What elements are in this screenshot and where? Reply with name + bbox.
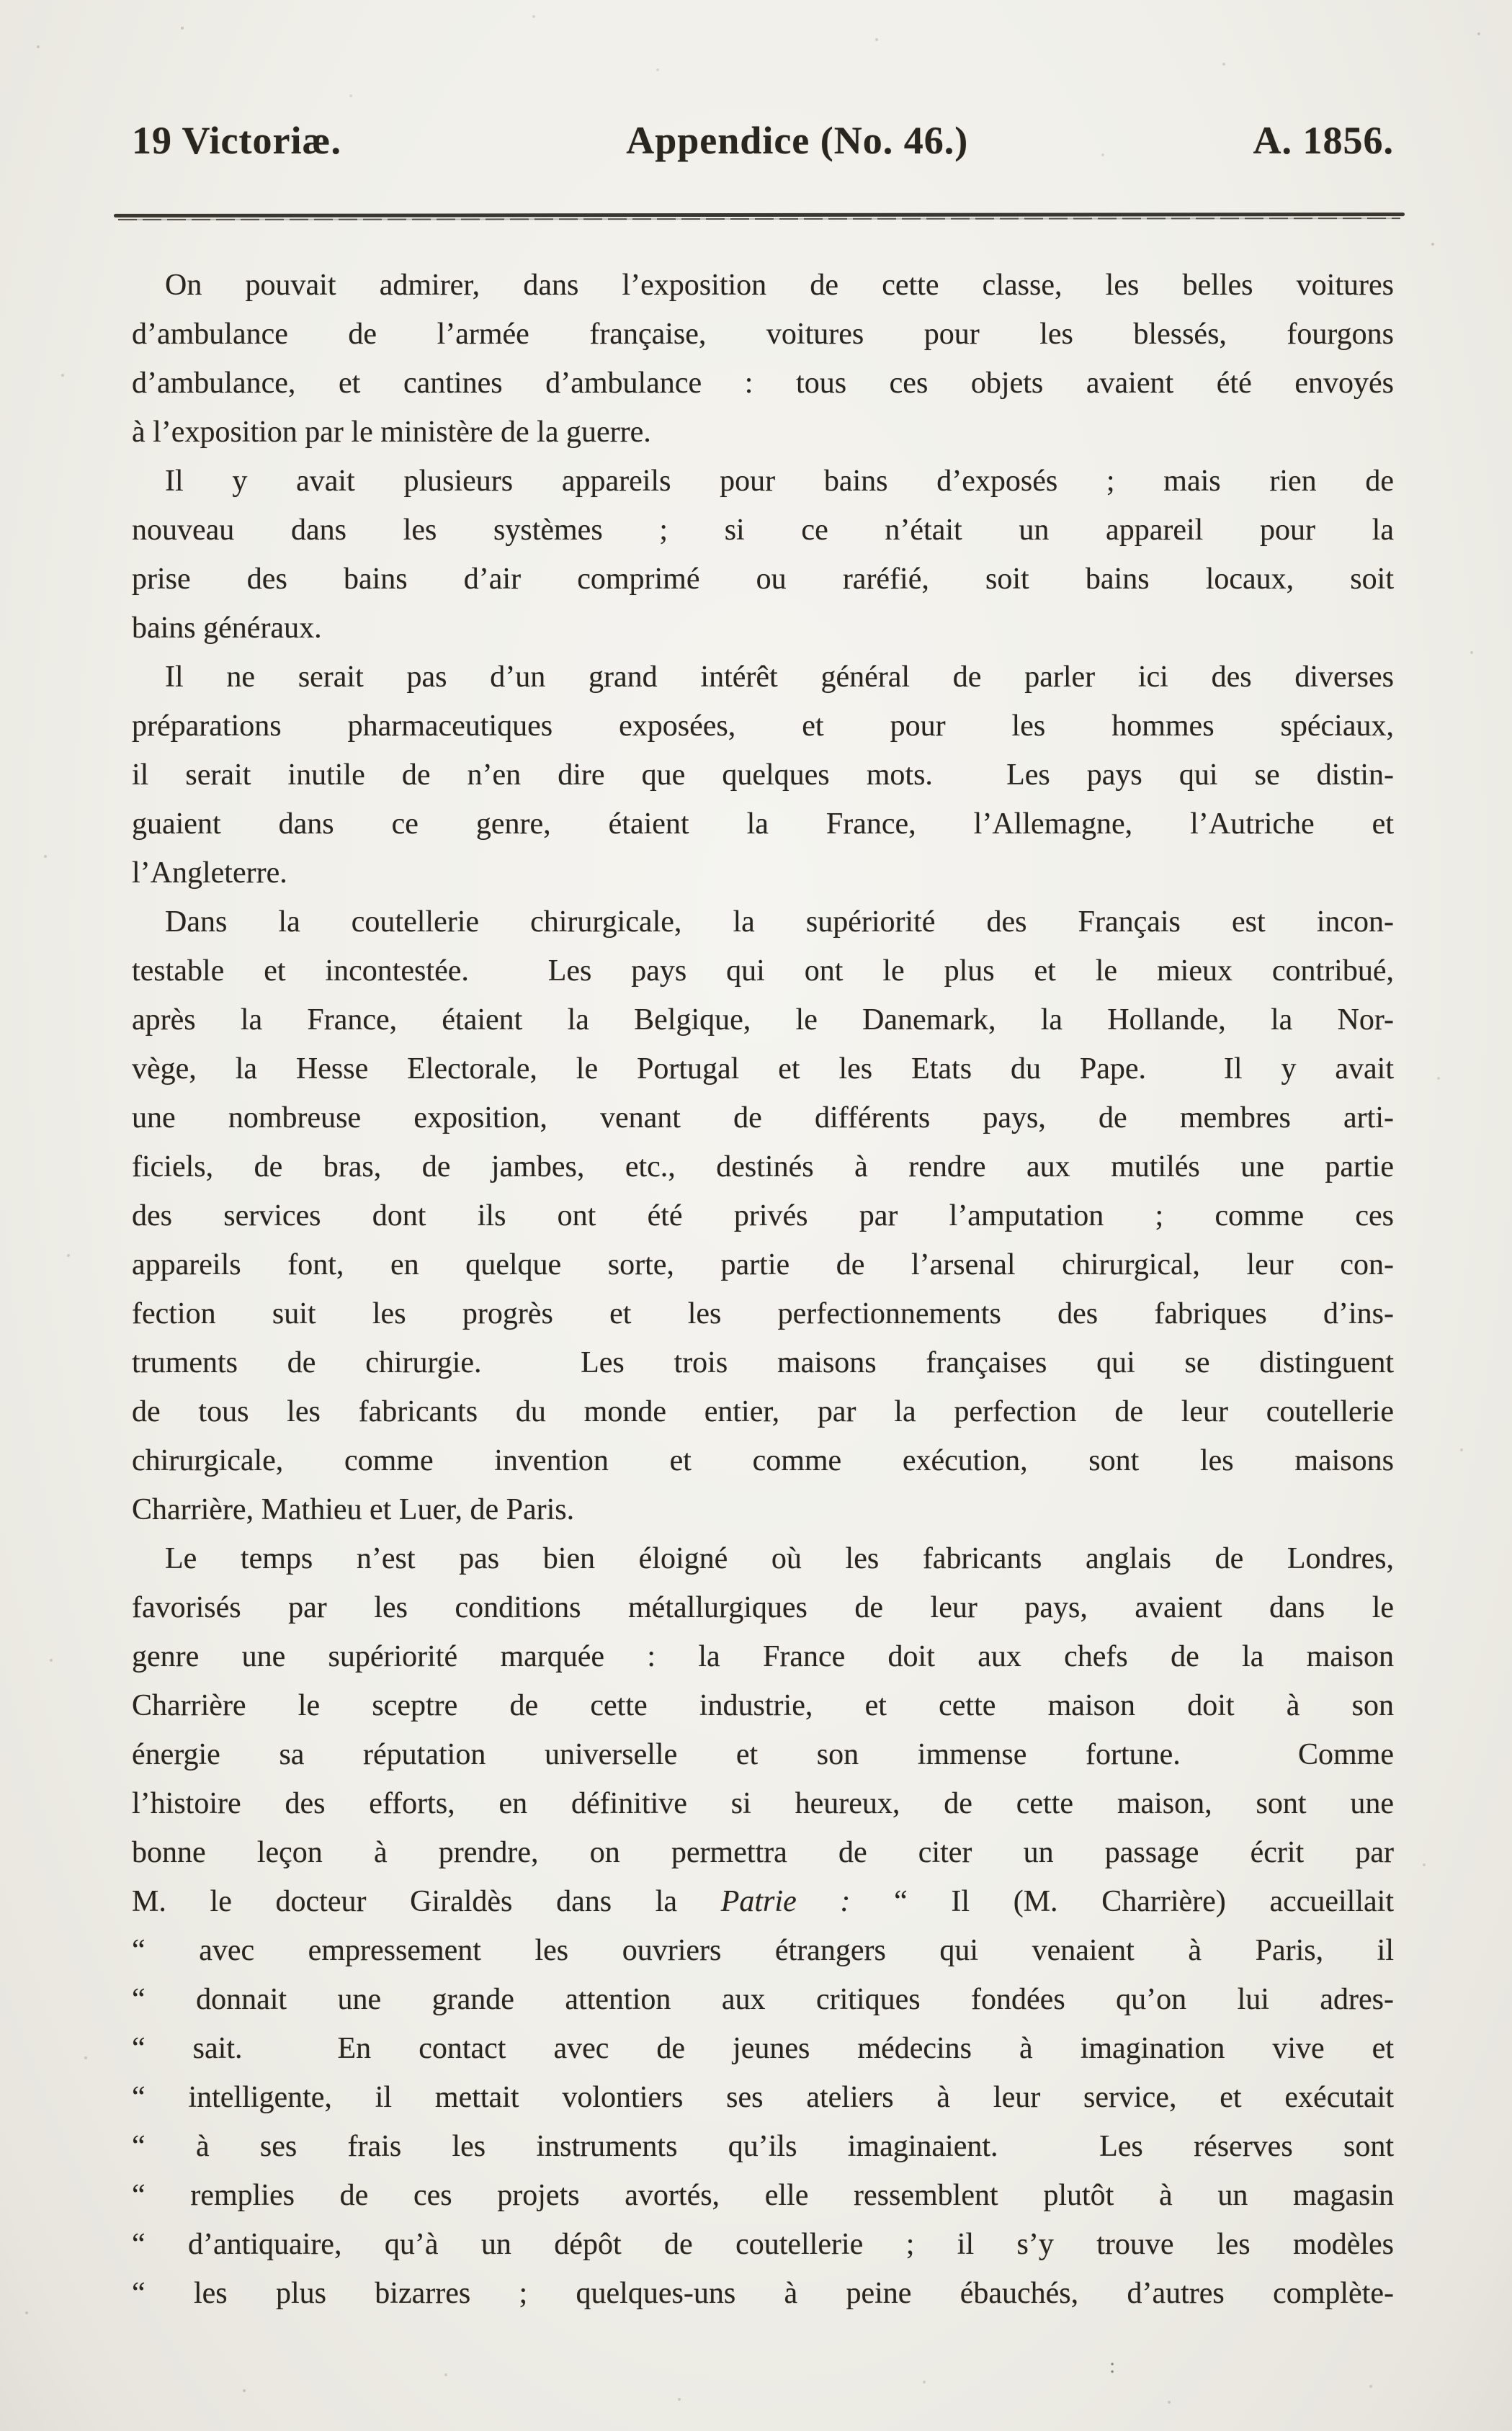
text-line bbox=[132, 1583, 1394, 1632]
text-run: Il ne serait pas d’un grand intérêt général de parler ici des diverses bbox=[165, 661, 1394, 694]
paragraph bbox=[132, 457, 1394, 653]
text-line bbox=[132, 1534, 1394, 1583]
text-run: “ sait. En contact avec de jeunes médecins à imagination vive et bbox=[132, 2032, 1394, 2065]
text-line bbox=[132, 1828, 1394, 1877]
text-run: de tous les fabricants du monde entier, par la perfection de leur coutellerie bbox=[132, 1395, 1394, 1428]
text-run: Charrière le sceptre de cette industrie, et cette maison doit à son bbox=[132, 1689, 1394, 1722]
text-line bbox=[132, 1387, 1394, 1436]
text-run: Le temps n’est pas bien éloigné où les fabricants anglais de Londres, bbox=[165, 1542, 1394, 1575]
text-line bbox=[132, 310, 1394, 359]
text-line bbox=[132, 1044, 1394, 1093]
text-line bbox=[132, 457, 1394, 506]
text-run: genre une supériorité marquée : la France doit aux chefs de la maison bbox=[132, 1640, 1394, 1673]
text-line bbox=[132, 849, 1394, 897]
italic-text-run: Patrie : bbox=[720, 1885, 851, 1918]
text-run: truments de chirurgie. Les trois maisons françaises qui se distinguent bbox=[132, 1346, 1394, 1379]
text-run: Il y avait plusieurs appareils pour bains d’exposés ; mais rien de bbox=[165, 465, 1394, 498]
text-line bbox=[132, 702, 1394, 751]
text-run: des services dont ils ont été privés par l’amputation ; comme ces bbox=[132, 1199, 1394, 1232]
text-line bbox=[132, 2269, 1394, 2318]
text-run: d’ambulance de l’armée française, voitures pour les blessés, fourgons bbox=[132, 318, 1394, 351]
text-line bbox=[132, 506, 1394, 555]
text-line bbox=[132, 751, 1394, 800]
text-line bbox=[132, 1338, 1394, 1387]
text-run: testable et incontestée. Les pays qui ont le plus et le mieux contribué, bbox=[132, 954, 1394, 988]
text-line bbox=[132, 653, 1394, 702]
text-line bbox=[132, 555, 1394, 604]
text-line bbox=[132, 1485, 1394, 1534]
text-line bbox=[132, 408, 1394, 457]
text-line bbox=[132, 1877, 1394, 1926]
text-run: après la France, étaient la Belgique, le Danemark, la Hollande, la Nor- bbox=[132, 1003, 1394, 1037]
paragraph bbox=[132, 897, 1394, 1534]
stray-ink-mark: : bbox=[1109, 2354, 1119, 2378]
text-run: “ Il (M. Charrière) accueillait bbox=[850, 1885, 1395, 1918]
text-run: une nombreuse exposition, venant de différents pays, de membres arti- bbox=[132, 1101, 1394, 1134]
text-run: M. le docteur Giraldès dans la bbox=[132, 1885, 721, 1918]
text-run: d’ambulance, et cantines d’ambulance : tous ces objets avaient été envoyés bbox=[132, 367, 1394, 400]
text-line bbox=[132, 1191, 1394, 1240]
text-run: bains généraux. bbox=[132, 612, 322, 645]
header-year: A. 1856. bbox=[1253, 119, 1394, 162]
paragraph bbox=[132, 261, 1394, 457]
text-line bbox=[132, 261, 1394, 310]
page-header bbox=[132, 118, 1394, 163]
text-line bbox=[132, 1240, 1394, 1289]
text-run: nouveau dans les systèmes ; si ce n’était un appareil pour la bbox=[132, 514, 1394, 547]
text-run: bonne leçon à prendre, on permettra de citer un passage écrit par bbox=[132, 1836, 1394, 1869]
text-run: On pouvait admirer, dans l’exposition de cette classe, les belles voitures bbox=[165, 269, 1394, 302]
text-run: Charrière, Mathieu et Luer, de Paris. bbox=[132, 1493, 575, 1526]
text-run: à l’exposition par le ministère de la guerre. bbox=[132, 416, 651, 449]
text-run: “ les plus bizarres ; quelques-uns à peine ébauchés, d’autres complète- bbox=[132, 2277, 1394, 2310]
header-title: Appendice (No. 46.) bbox=[626, 119, 969, 162]
text-run: prise des bains d’air comprimé ou raréfié, soit bains locaux, soit bbox=[132, 563, 1394, 596]
text-run: “ remplies de ces projets avortés, elle ressemblent plutôt à un magasin bbox=[132, 2179, 1394, 2212]
body-text bbox=[132, 261, 1394, 2318]
text-line bbox=[132, 1632, 1394, 1681]
text-run: ficiels, de bras, de jambes, etc., destinés à rendre aux mutilés une partie bbox=[132, 1150, 1394, 1183]
text-run: favorisés par les conditions métallurgiques de leur pays, avaient dans le bbox=[132, 1591, 1394, 1624]
text-line bbox=[132, 800, 1394, 849]
text-line bbox=[132, 1093, 1394, 1142]
paragraph bbox=[132, 653, 1394, 897]
text-line bbox=[132, 946, 1394, 995]
text-run: “ avec empressement les ouvriers étrangers qui venaient à Paris, il bbox=[132, 1934, 1394, 1967]
text-line bbox=[132, 1975, 1394, 2024]
text-line bbox=[132, 604, 1394, 653]
text-line bbox=[132, 2122, 1394, 2171]
text-line bbox=[132, 2024, 1394, 2073]
text-line bbox=[132, 2220, 1394, 2269]
text-run: Dans la coutellerie chirurgicale, la supériorité des Français est incon- bbox=[165, 905, 1394, 939]
text-run: l’histoire des efforts, en définitive si heureux, de cette maison, sont une bbox=[132, 1787, 1394, 1820]
text-line bbox=[132, 2171, 1394, 2220]
text-run: “ à ses frais les instruments qu’ils imaginaient. Les réserves sont bbox=[132, 2130, 1394, 2163]
text-line bbox=[132, 1926, 1394, 1975]
text-run: chirurgicale, comme invention et comme exécution, sont les maisons bbox=[132, 1444, 1394, 1477]
text-run: l’Angleterre. bbox=[132, 856, 287, 890]
text-run: préparations pharmaceutiques exposées, et pour les hommes spéciaux, bbox=[132, 709, 1394, 743]
text-run: fection suit les progrès et les perfectionnements des fabriques d’ins- bbox=[132, 1297, 1394, 1330]
header-volume: 19 Victoriæ. bbox=[132, 119, 341, 162]
text-run: “ d’antiquaire, qu’à un dépôt de coutellerie ; il s’y trouve les modèles bbox=[132, 2228, 1394, 2261]
text-run: “ donnait une grande attention aux critiques fondées qu’on lui adres- bbox=[132, 1983, 1394, 2016]
text-run: guaient dans ce genre, étaient la France, l’Allemagne, l’Autriche et bbox=[132, 807, 1394, 841]
text-line bbox=[132, 1779, 1394, 1828]
text-line bbox=[132, 1289, 1394, 1338]
text-line bbox=[132, 2073, 1394, 2122]
text-line bbox=[132, 1730, 1394, 1779]
text-line bbox=[132, 359, 1394, 408]
text-line bbox=[132, 1142, 1394, 1191]
text-run: énergie sa réputation universelle et son immense fortune. Comme bbox=[132, 1738, 1394, 1771]
text-run: vège, la Hesse Electorale, le Portugal et les Etats du Pape. Il y avait bbox=[132, 1052, 1394, 1085]
decorative-rule bbox=[114, 212, 1405, 223]
text-line bbox=[132, 1681, 1394, 1730]
text-run: il serait inutile de n’en dire que quelques mots. Les pays qui se distin- bbox=[132, 758, 1394, 792]
text-line bbox=[132, 1436, 1394, 1485]
scan-noise-speckles bbox=[0, 0, 1, 1]
text-line bbox=[132, 995, 1394, 1044]
text-run: “ intelligente, il mettait volontiers ses ateliers à leur service, et exécutait bbox=[132, 2081, 1394, 2114]
paragraph bbox=[132, 1534, 1394, 2318]
text-line bbox=[132, 897, 1394, 946]
text-run: appareils font, en quelque sorte, partie de l’arsenal chirurgical, leur con- bbox=[132, 1248, 1394, 1281]
